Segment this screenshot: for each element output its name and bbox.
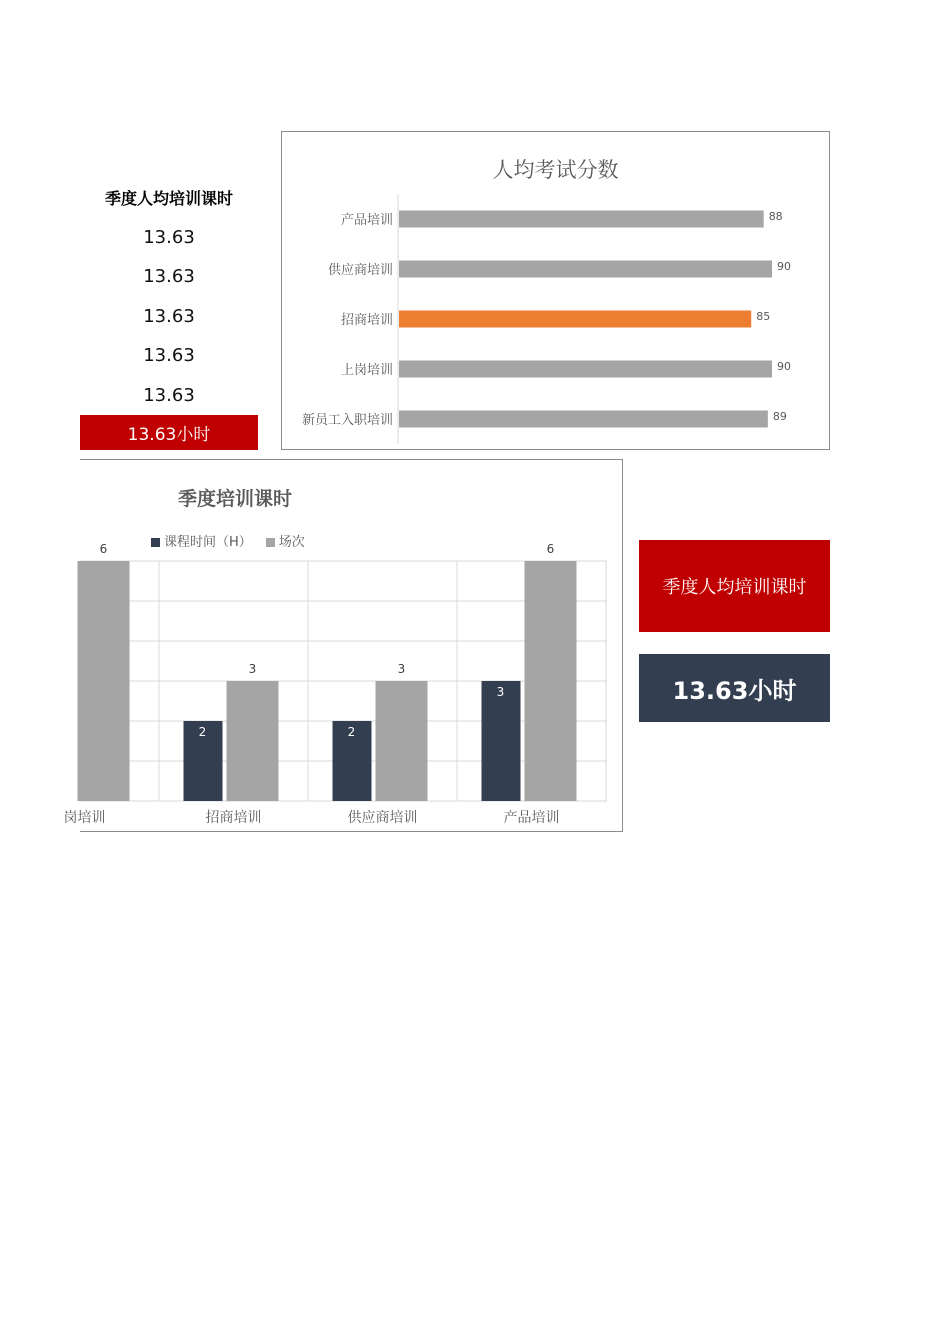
data-label: 88 <box>768 210 783 223</box>
data-label: 90 <box>777 260 791 273</box>
data-label: 3 <box>248 662 257 676</box>
category-label: 供应商培训 <box>347 810 418 826</box>
data-label: 3 <box>397 662 406 676</box>
kpi-label-box: 季度人均培训课时 <box>639 540 830 632</box>
bar-sessions <box>525 561 577 801</box>
bar <box>399 361 772 378</box>
data-label: 85 <box>756 310 771 323</box>
data-label: 90 <box>777 360 791 373</box>
left-panel-value: 13.63 <box>143 266 195 287</box>
training-hours-chart <box>63 459 623 832</box>
category-label: 新员工入职培训 <box>301 413 393 428</box>
category-label: 产品培训 <box>503 810 560 826</box>
bar <box>399 411 768 428</box>
category-label: 产品培训 <box>340 213 393 228</box>
data-label: 3 <box>496 685 505 699</box>
category-label: 招商培训 <box>205 810 262 826</box>
bar-sessions <box>78 561 130 801</box>
bar <box>399 261 772 278</box>
bar <box>399 311 751 328</box>
exam-score-chart <box>281 131 830 450</box>
exam-score-plot <box>282 132 829 449</box>
left-panel-title: 季度人均培训课时 <box>104 189 233 208</box>
legend-label: 场次 <box>278 535 305 550</box>
data-label: 2 <box>198 725 207 739</box>
category-label: 供应商培训 <box>327 263 393 278</box>
category-label: 上岗培训 <box>340 363 393 378</box>
category-label: 岗培训 <box>63 810 106 826</box>
left-panel-highlight: 13.63小时 <box>80 415 258 450</box>
chart-title: 人均考试分数 <box>492 158 619 182</box>
data-label: 6 <box>546 542 555 556</box>
training-hours-plot <box>63 460 623 833</box>
bar-hours <box>482 681 521 801</box>
chart-title: 季度培训课时 <box>177 488 292 510</box>
left-panel-value: 13.63 <box>143 227 195 248</box>
bar-sessions <box>227 681 279 801</box>
left-panel-value: 13.63 <box>143 345 195 366</box>
left-panel-value: 13.63 <box>143 385 195 406</box>
data-label: 6 <box>99 542 108 556</box>
data-label: 89 <box>772 410 787 423</box>
kpi-value-box: 13.63小时 <box>639 654 830 722</box>
legend-label: 课程时间（H） <box>164 535 252 550</box>
bar-sessions <box>376 681 428 801</box>
category-label: 招商培训 <box>340 313 393 328</box>
data-label: 2 <box>347 725 356 739</box>
bar <box>399 211 764 228</box>
left-panel-value: 13.63 <box>143 306 195 327</box>
